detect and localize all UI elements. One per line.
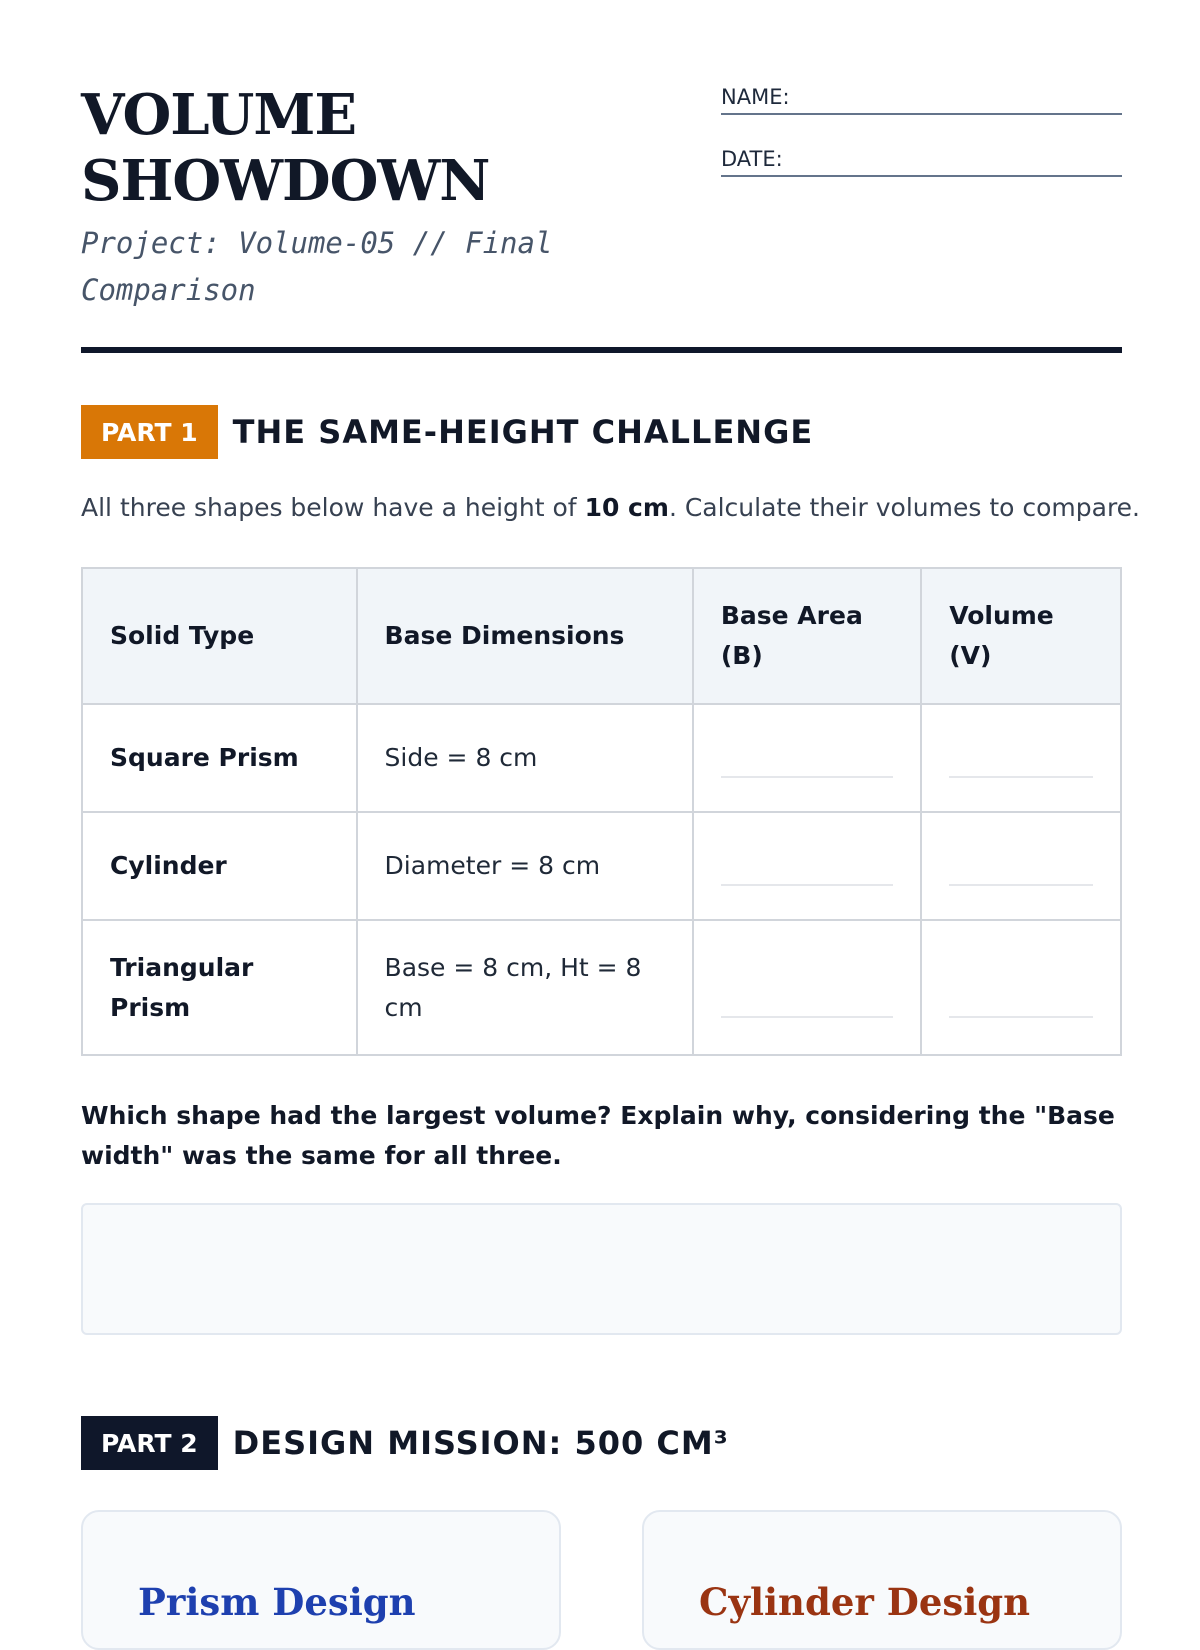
worksheet-header — [81, 82, 1122, 307]
name-field[interactable] — [721, 82, 1122, 115]
project-subtitle: Project: Volume-05 // Final Comparison — [81, 226, 553, 307]
intro-text: All three shapes below have a height of — [81, 493, 585, 522]
row-dimensions: Diameter = 8 cm — [357, 812, 693, 920]
volume-answer[interactable] — [921, 920, 1121, 1055]
prism-design-title: Prism Design — [138, 1580, 416, 1624]
volume-answer[interactable] — [921, 704, 1121, 812]
row-solid: Square Prism — [82, 704, 357, 812]
worksheet-title: VOLUME SHOWDOWN — [81, 82, 490, 214]
header-base-area: Base Area (B) — [693, 568, 921, 704]
answer-line — [949, 884, 1093, 886]
header-volume: Volume (V) — [921, 568, 1121, 704]
cylinder-design-title: Cylinder Design — [699, 1580, 1031, 1624]
table-row — [82, 704, 1121, 812]
worksheet-page — [81, 0, 1141, 1624]
intro-text-end: . Calculate their volumes to compare. — [668, 493, 1141, 522]
part2-heading — [81, 1416, 729, 1470]
part1-badge: PART 1 — [81, 405, 218, 459]
student-info — [721, 82, 1122, 206]
table-row — [82, 920, 1121, 1055]
header-base-dimensions: Base Dimensions — [357, 568, 693, 704]
volume-table — [81, 567, 1122, 1056]
answer-line — [949, 776, 1093, 778]
reflection-answer-box[interactable] — [81, 1203, 1122, 1335]
header-solid-type: Solid Type — [82, 568, 357, 704]
date-label: DATE: — [721, 147, 783, 171]
base-area-answer[interactable] — [693, 704, 921, 812]
table-header-row — [82, 568, 1121, 704]
part1-heading — [81, 405, 813, 459]
part1-intro — [81, 488, 1141, 528]
prism-design-card — [81, 1510, 561, 1650]
name-label: NAME: — [721, 85, 790, 109]
part1-title: THE SAME-HEIGHT CHALLENGE — [232, 413, 814, 451]
header-divider — [81, 347, 1122, 353]
answer-line — [721, 884, 893, 886]
answer-line — [721, 776, 893, 778]
part2-title: DESIGN MISSION: 500 CM³ — [232, 1424, 729, 1462]
reflection-question: Which shape had the largest volume? Explain why, considering the "Base width" was the same for all three. — [81, 1101, 1115, 1170]
volume-answer[interactable] — [921, 812, 1121, 920]
intro-height: 10 cm — [584, 493, 669, 522]
cylinder-design-card — [642, 1510, 1122, 1650]
date-field[interactable] — [721, 144, 1122, 177]
answer-line — [949, 1016, 1093, 1018]
table-row — [82, 812, 1121, 920]
base-area-answer[interactable] — [693, 812, 921, 920]
row-dimensions: Side = 8 cm — [357, 704, 693, 812]
row-dimensions: Base = 8 cm, Ht = 8 cm — [357, 920, 693, 1055]
base-area-answer[interactable] — [693, 920, 921, 1055]
row-solid: Triangular Prism — [82, 920, 357, 1055]
row-solid: Cylinder — [82, 812, 357, 920]
answer-line — [721, 1016, 893, 1018]
part2-badge: PART 2 — [81, 1416, 218, 1470]
